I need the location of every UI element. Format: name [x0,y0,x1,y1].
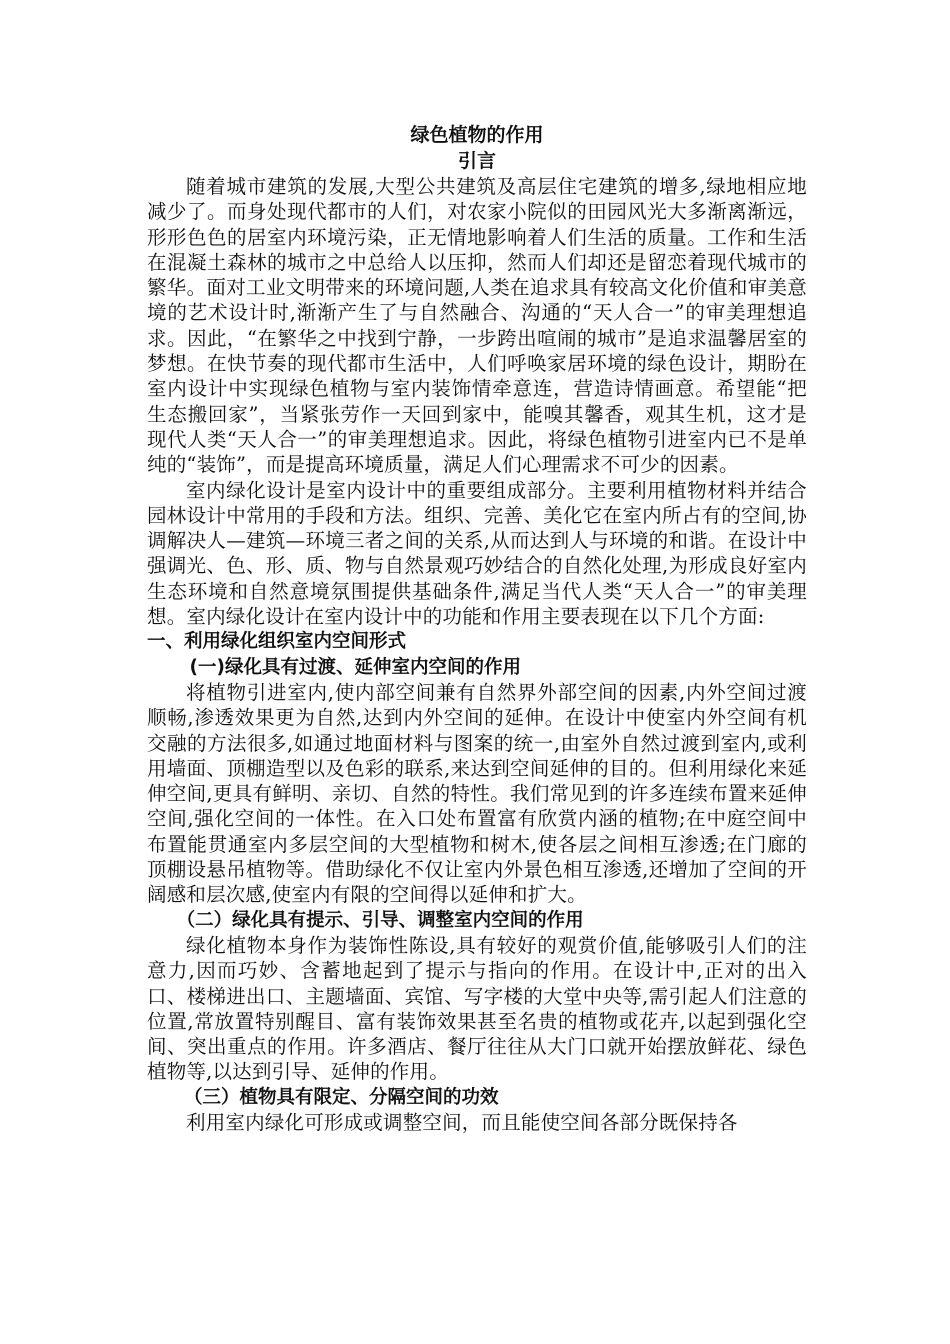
subsection-paragraph-3: 利用室内绿化可形成或调整空间，而且能使空间各部分既保持各 [186,1110,738,1134]
subsection-paragraph-2: 绿化植物本身作为装饰性陈设,具有较好的观赏价值,能够吸引人们的注意力,因而巧妙、含蓄地起到了提示与指向的作用。在设计中,正对的出入口、楼梯进出口、主题墙面、宾馆、写字楼的大堂中央等,需引起人们注意的位置,常放置特别醒目、富有装饰效果甚至名贵的植物或花卉,以起到强化空间、突出重点的作用。许多酒店、餐厅往往从大门口就开始摆放鲜花、绿色植物等,以达到引导、延伸的作用。 [147,933,807,1084]
subsection-heading-2: （二）绿化具有提示、引导、调整室内空间的作用 [176,909,584,931]
intro-paragraph-1: 随着城市建筑的发展,大型公共建筑及高层住宅建筑的增多,绿地相应地减少了。而身处现代都市的人们，对农家小院似的田园风光大多渐离渐远，形形色色的居室内环境污染，正无情地影响着人们生活的质量。工作和生活在混凝土森林的城市之中总给人以压抑，然而人们却还是留恋着现代城市的繁华。面对工业文明带来的环境问题,人类在追求具有较高文化价值和审美意境的艺术设计时,渐渐产生了与自然融合、沟通的“天人合一”的审美理想追求。因此，“在繁华之中找到宁静，一步跨出喧闹的城市”是追求温馨居室的梦想。在快节奏的现代都市生活中，人们呼唤家居环境的绿色设计，期盼在室内设计中实现绿色植物与室内装饰情牵意连，营造诗情画意。希望能“把生态搬回家”，当紧张劳作一天回到家中，能嗅其馨香，观其生机，这才是现代人类“天人合一”的审美理想追求。因此，将绿色植物引进室内已不是单纯的“装饰”，而是提高环境质量，满足人们心理需求不可少的因素。 [147,175,807,477]
intro-paragraph-2: 室内绿化设计是室内设计中的重要组成部分。主要利用植物材料并结合园林设计中常用的手段和方法。组织、完善、美化它在室内所占有的空间,协调解决人—建筑—环境三者之间的关系,从而达到人与环境的和谐。在设计中强调光、色、形、质、物与自然景观巧妙结合的自然化处理,为形成良好室内生态环境和自然意境氛围提供基础条件,满足当代人类“天人合一”的审美理想。室内绿化设计在室内设计中的功能和作用主要表现在以下几个方面: [147,478,807,629]
subsection-paragraph-1: 将植物引进室内,使内部空间兼有自然界外部空间的因素,内外空间过渡顺畅,渗透效果更为自然,达到内外空间的延伸。在设计中使室内外空间有机交融的方法很多,如通过地面材料与图案的统一,由室外自然过渡到室内,或利用墙面、顶棚造型以及色彩的联系,来达到空间延伸的目的。但利用绿化来延伸空间,更具有鲜明、亲切、自然的特性。我们常见到的许多连续布置来延伸空间,强化空间的一体性。在入口处布置富有欣赏内涵的植物;在中庭空间中布置能贯通室内多层空间的大型植物和树木,使各层之间相互渗透;在门廊的顶棚设悬吊植物等。借助绿化不仅让室内外景色相互渗透,还增加了空间的开阔感和层次感,使室内有限的空间得以延伸和扩大。 [147,680,807,907]
document-page [147,122,807,1135]
section-title-introduction: 引言 [457,150,496,172]
section-heading-1: 一、利用绿化组织室内空间形式 [147,631,407,653]
subsection-heading-1: (一)绿化具有过渡、延伸室内空间的作用 [189,656,521,678]
subsection-heading-3: （三）植物具有限定、分隔空间的功效 [184,1086,499,1108]
document-title: 绿色植物的作用 [410,124,544,146]
